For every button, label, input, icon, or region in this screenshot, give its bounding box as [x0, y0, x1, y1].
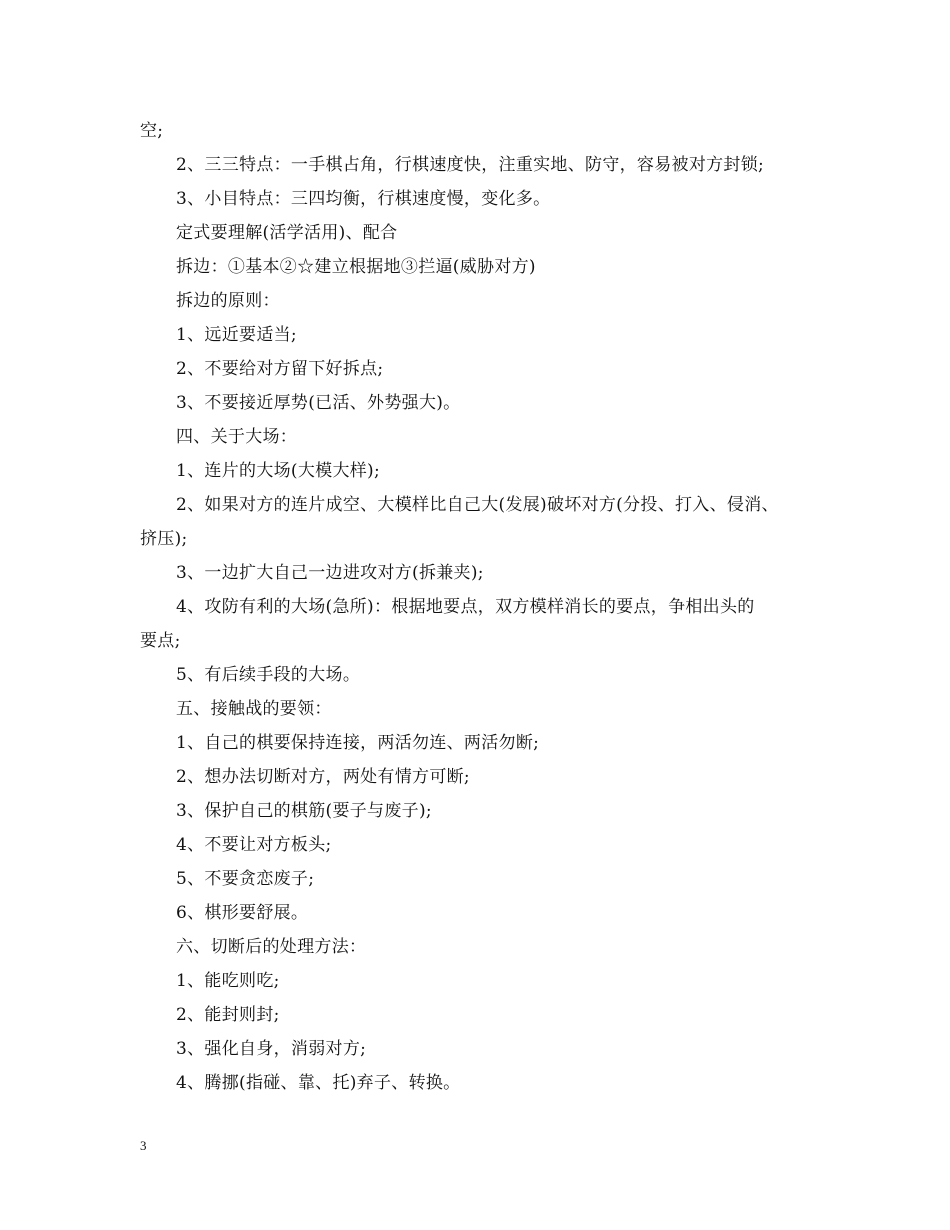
- document-body: [140, 114, 830, 1100]
- text-line: 挤压);: [140, 529, 188, 549]
- text-line: 6、棋形要舒展。: [176, 903, 309, 923]
- text-line: 4、不要让对方板头;: [176, 835, 332, 855]
- text-line: 3、小目特点：三四均衡，行棋速度慢，变化多。: [176, 189, 551, 209]
- text-line: 2、三三特点：一手棋占角，行棋速度快，注重实地、防守，容易被对方封锁;: [176, 155, 765, 175]
- text-line: 3、不要接近厚势(已活、外势强大)。: [176, 393, 461, 413]
- text-line: 4、攻防有利的大场(急所)：根据地要点，双方模样消长的要点，争相出头的: [176, 597, 755, 617]
- text-line: 1、能吃则吃;: [176, 971, 280, 991]
- text-line: 1、连片的大场(大模大样);: [176, 461, 381, 481]
- text-line: 六、切断后的处理方法：: [176, 937, 367, 957]
- text-line: 1、自己的棋要保持连接，两活勿连、两活勿断;: [176, 733, 540, 753]
- text-line: 1、远近要适当;: [176, 325, 297, 345]
- text-line: 要点;: [140, 631, 181, 651]
- text-line: 五、接触战的要领：: [176, 699, 332, 719]
- text-line: 拆边的原则：: [176, 291, 280, 311]
- text-line: 2、想办法切断对方，两处有情方可断;: [176, 767, 470, 787]
- text-line: 四、关于大场：: [176, 427, 298, 447]
- page-number: 3: [140, 1138, 147, 1153]
- text-line: 2、能封则封;: [176, 1005, 280, 1025]
- text-line: 4、腾挪(指碰、靠、托)弃子、转换。: [176, 1073, 461, 1093]
- text-line: 2、如果对方的连片成空、大模样比自己大(发展)破坏对方(分投、打入、侵消、: [176, 495, 779, 515]
- text-line: 3、保护自己的棋筋(要子与废子);: [176, 801, 432, 821]
- text-line: 空;: [140, 121, 164, 141]
- text-line: 5、有后续手段的大场。: [176, 665, 361, 685]
- text-line: 拆边：①基本②☆建立根据地③拦逼(威胁对方): [176, 257, 536, 277]
- text-line: 3、强化自身，消弱对方;: [176, 1039, 367, 1059]
- text-line: 定式要理解(活学活用)、配合: [176, 223, 398, 243]
- text-line: 5、不要贪恋废子;: [176, 869, 315, 889]
- text-line: 2、不要给对方留下好拆点;: [176, 359, 384, 379]
- text-line: 3、一边扩大自己一边进攻对方(拆兼夹);: [176, 563, 484, 583]
